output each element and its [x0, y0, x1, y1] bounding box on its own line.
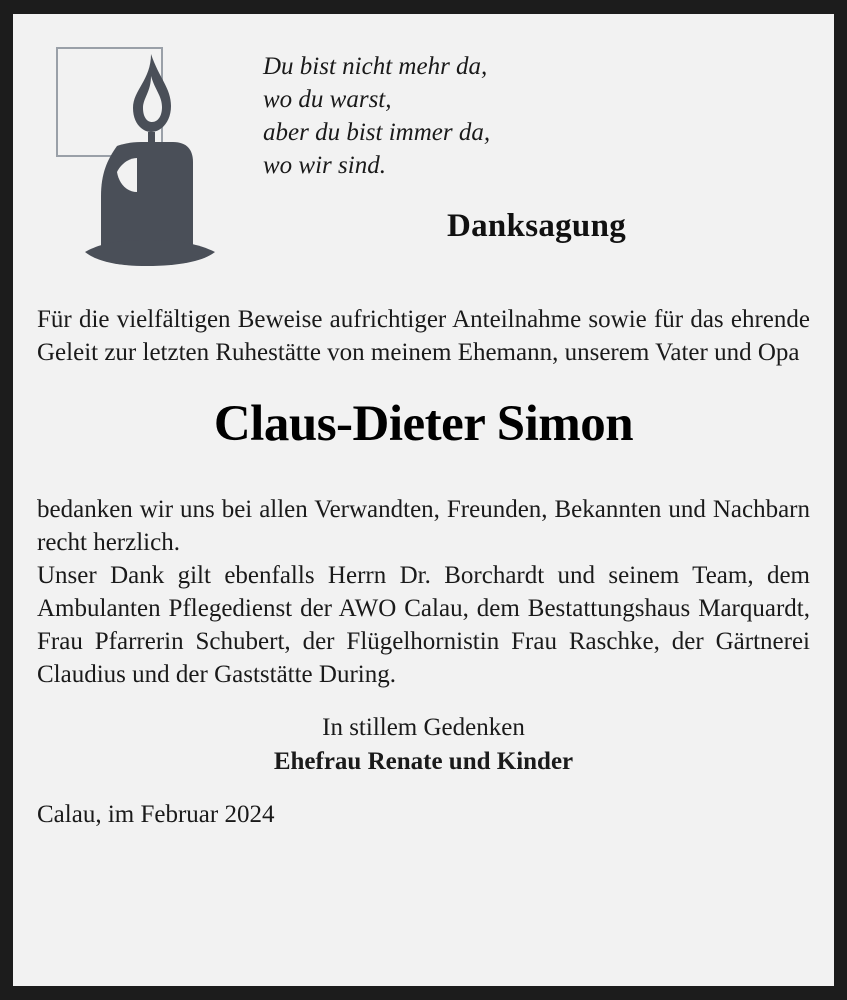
closing-block	[37, 711, 810, 779]
thanks-block	[37, 493, 810, 691]
place-and-date: Calau, im Februar 2024	[37, 801, 275, 828]
verse-line-3: aber du bist immer da,	[263, 119, 491, 146]
notice-heading: Danksagung	[446, 208, 627, 244]
intro-paragraph: Für die vielfältigen Beweise aufrichtiger Anteilnahme sowie für das ehrende Geleit zur letzten Ruhestätte von meinem Ehemann, unserem Vater und Opa	[37, 306, 810, 366]
thanks-paragraph-1: bedanken wir uns bei allen Verwandten, Freunden, Bekannten und Nachbarn recht herzlich.	[37, 496, 810, 556]
verse-line-1: Du bist nicht mehr da,	[263, 53, 488, 80]
signature-line: Ehefrau Renate und Kinder	[273, 748, 574, 775]
header-row	[37, 36, 810, 281]
verse-block	[255, 36, 810, 245]
deceased-name: Claus-Dieter Simon	[213, 396, 634, 452]
bottom-spacer	[37, 829, 810, 972]
candle-icon	[55, 46, 235, 276]
candle-illustration	[37, 36, 255, 281]
notice-inner	[13, 14, 834, 986]
verse-line-2: wo du warst,	[263, 86, 392, 113]
thanks-paragraph-2: Unser Dank gilt ebenfalls Herrn Dr. Borchardt und seinem Team, dem Ambulanten Pflegedienst der AWO Calau, dem Bestattungshaus Marquardt, Frau Pfarrerin Schubert, der Flügelhornistin Frau Raschke, der Gärtnerei Claudius und der Gaststätte During.	[37, 562, 810, 688]
closing-line: In stillem Gedenken	[322, 714, 525, 741]
verse-line-4: wo wir sind.	[263, 152, 386, 179]
